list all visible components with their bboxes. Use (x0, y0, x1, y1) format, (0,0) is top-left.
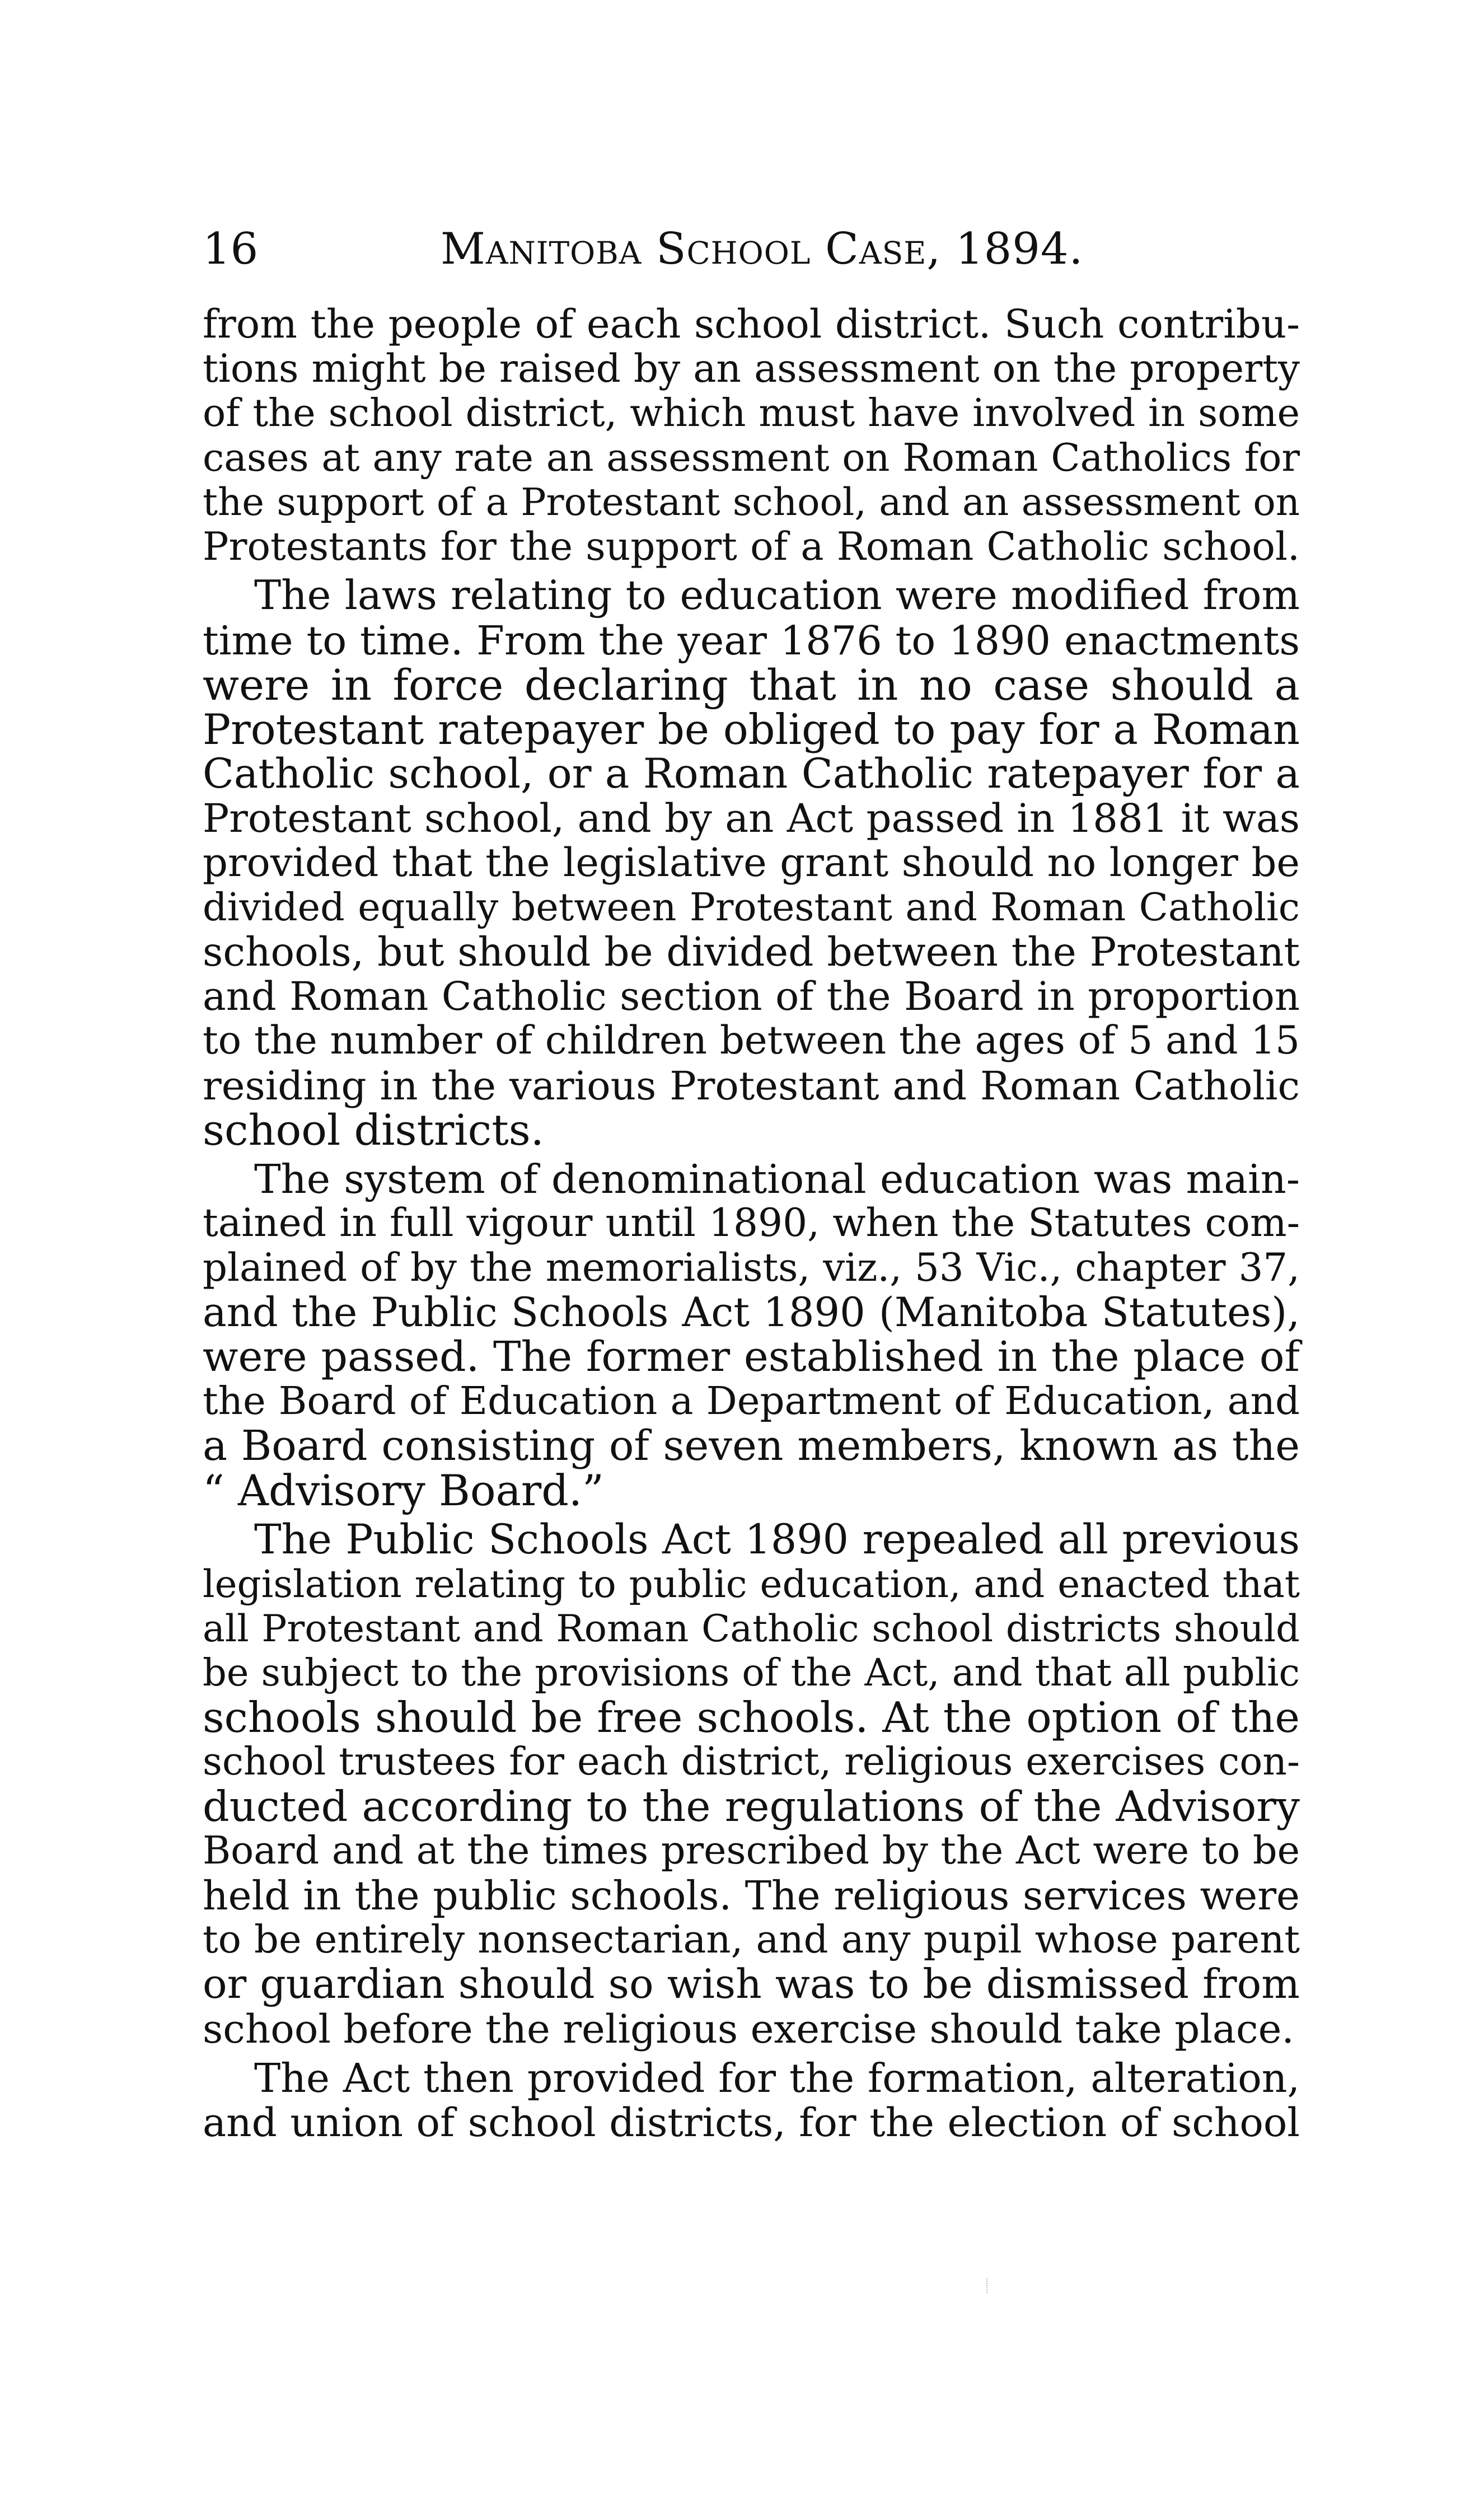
text-line: Protestant school, and by an Act passed in 1881 it was (203, 795, 1300, 841)
paragraph (203, 2056, 1300, 2145)
text-line: cases at any rate an assessment on Roman Catholics for (203, 436, 1300, 480)
page-header (203, 221, 1300, 283)
text-line: were passed. The former established in the place of (203, 1332, 1300, 1381)
text-line: the Board of Education a Department of Education, and (203, 1379, 1300, 1424)
text-line: all Protestant and Roman Catholic school districts should (203, 1606, 1300, 1650)
text-line: Protestant ratepayer be obliged to pay for a Roman (203, 705, 1300, 754)
paragraph (203, 574, 1300, 1153)
text-line: the support of a Protestant school, and an assessment on (203, 480, 1300, 524)
text-line: of the school district, which must have involved in some (203, 391, 1300, 436)
text-line: to the number of children between the ages of 5 and 15 (203, 1018, 1300, 1063)
text-line: tions might be raised by an assessment on the property (203, 346, 1300, 391)
text-line: and Roman Catholic section of the Board in proportion (203, 973, 1300, 1019)
text-line: Protestants for the support of a Roman Catholic school. (203, 524, 1300, 569)
running-head: Manitoba School Case, 1894. (441, 224, 1084, 274)
text-line: The Act then provided for the formation, alteration, (254, 2054, 1300, 2101)
page-number: 16 (203, 224, 259, 274)
text-line: legislation relating to public education, and enacted that (203, 1562, 1300, 1606)
text-line: schools should be free schools. At the option of the (203, 1692, 1300, 1742)
text-line: school districts. (203, 1105, 544, 1155)
text-line: a Board consisting of seven members, known as the (203, 1421, 1300, 1470)
text-line: or guardian should so wish was to be dismissed from (203, 1960, 1300, 2008)
text-line: be subject to the provisions of the Act, and that all public (203, 1651, 1300, 1694)
paper-speck (986, 2278, 993, 2293)
text-line: from the people of each school district. Such contribu- (203, 301, 1300, 347)
text-line: Catholic school, or a Roman Catholic ratepayer for a (203, 750, 1300, 798)
paragraph (203, 1157, 1300, 1513)
text-line: residing in the various Protestant and Roman Catholic (203, 1062, 1300, 1109)
text-line: held in the public schools. The religious services were (203, 1872, 1300, 1919)
text-line: were in force declaring that in no case should a (203, 660, 1300, 710)
text-line: school before the religious exercise should take place. (203, 2006, 1294, 2052)
paragraph (203, 302, 1300, 569)
text-line: The laws relating to education were modified from (254, 572, 1300, 619)
paragraph (203, 1515, 1300, 2052)
text-line: The system of denominational education was main- (254, 1155, 1300, 1202)
text-line: Board and at the times prescribed by the Act were to be (203, 1829, 1300, 1873)
text-line: divided equally between Protestant and Roman Catholic (203, 885, 1300, 930)
text-line: ducted according to the regulations of the Advisory (203, 1782, 1300, 1831)
text-line: and the Public Schools Act 1890 (Manitoba Statutes), (203, 1289, 1300, 1336)
text-line: tained in full vigour until 1890, when the Statutes com- (203, 1201, 1300, 1246)
body-text (203, 302, 1300, 2145)
text-line: The Public Schools Act 1890 repealed all previous (254, 1515, 1300, 1563)
text-line: plained of by the memorialists, viz., 53 Vic., chapter 37, (203, 1245, 1300, 1290)
text-line: provided that the legislative grant should no longer be (203, 840, 1300, 886)
text-line: and union of school districts, for the election of school (203, 2099, 1300, 2146)
text-line: “ Advisory Board.” (203, 1465, 604, 1515)
text-line: school trustees for each district, religious exercises con- (203, 1740, 1300, 1784)
text-line: to be entirely nonsectarian, and any pupil whose parent (203, 1917, 1300, 1962)
text-line: schools, but should be divided between the Protestant (203, 929, 1300, 975)
text-line: time to time. From the year 1876 to 1890 enactments (203, 617, 1300, 664)
